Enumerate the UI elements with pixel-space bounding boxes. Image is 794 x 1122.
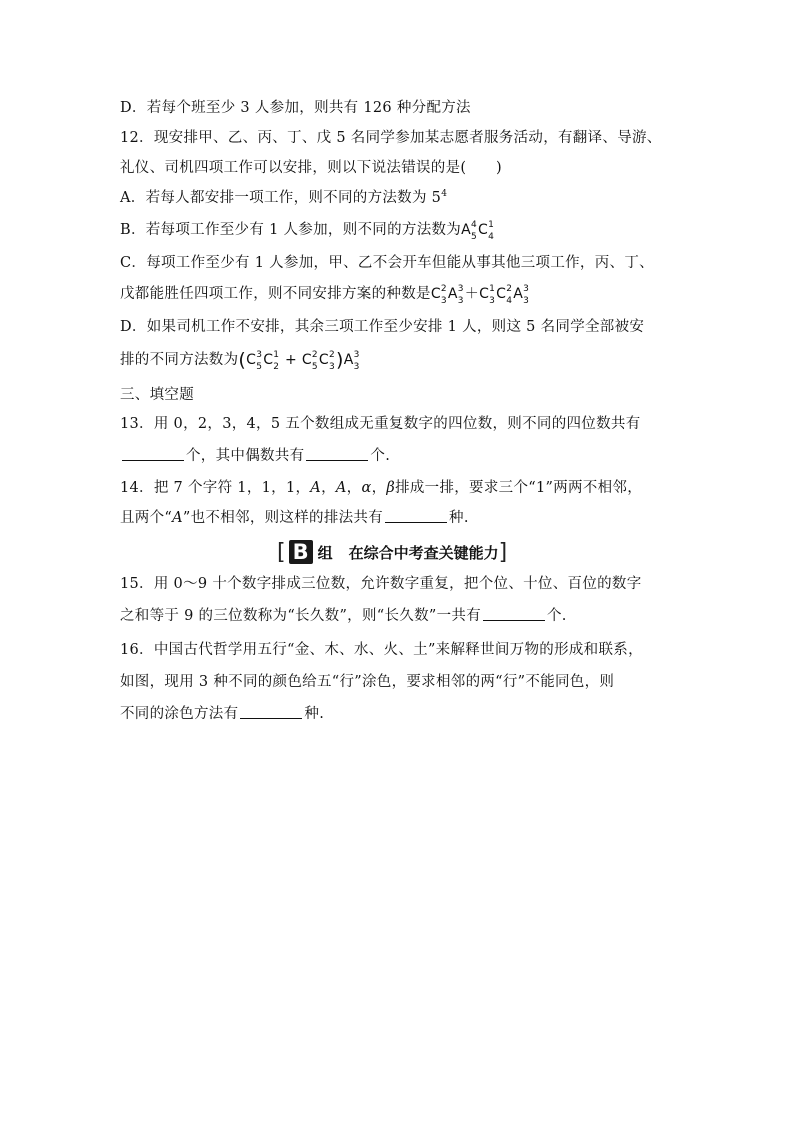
question-16-line1: 16．中国古代哲学用五行“金、木、水、火、土”来解释世间万物的形成和联系，: [120, 642, 643, 658]
option-a-q12: [120, 188, 447, 208]
option-d-q12-line1: D．如果司机工作不安排，其余三项工作至少安排 1 人，则这 5 名同学全部被安: [120, 319, 645, 335]
option-b-formula: A 4 5 C 1 4: [461, 220, 495, 242]
question-13-line2: 个，其中偶数共有 个.: [120, 446, 390, 466]
banner-group-label: 组: [317, 543, 333, 562]
question-13-line1: 13．用 0，2，3，4，5 五个数组成无重复数字的四位数，则不同的四位数共有: [120, 416, 641, 432]
option-a-text: A．若每人都安排一项工作，则不同的方法数为 5: [120, 190, 442, 206]
banner-close-bracket: ]: [498, 539, 508, 565]
banner-letter-badge: B: [289, 540, 313, 564]
option-a-exponent: 4: [441, 189, 448, 200]
option-b-text: B．若每项工作至少有 1 人参加，则不同的方法数为: [120, 222, 462, 238]
question-16-line3: 不同的涂色方法有 种.: [120, 706, 325, 722]
option-c-formula: C 2 3 A 3 3 ＋C 1 3 C 2 4 A 3 3: [430, 284, 530, 306]
option-d-q12-line2: [120, 350, 361, 370]
question-15-line2: 之和等于 9 的三位数称为“长久数”，则“长久数”一共有 个.: [120, 608, 567, 624]
banner-open-bracket: [: [277, 539, 286, 565]
question-16-line2: 如图，现用 3 种不同的颜色给五“行”涂色，要求相邻的两“行”不能同色，则: [120, 674, 615, 690]
option-b-q12: [120, 220, 495, 240]
question-14-line2: 且两个“A”也不相邻，则这样的排法共有 种.: [120, 510, 469, 526]
section-b-banner: [277, 539, 507, 565]
option-c-text: 戊都能胜任四项工作，则不同安排方案的种数是: [120, 286, 431, 302]
answer-blank[interactable]: [240, 704, 302, 719]
question-14-line1: 14．把 7 个字符 1，1，1，A，A，α，β排成一排，要求三个“1”两两不相邻，: [120, 480, 643, 496]
option-c-q12-line1: C．每项工作至少有 1 人参加，甲、乙不会开车但能从事其他三项工作，丙、丁、: [120, 255, 654, 271]
section-heading-fill-in: 三、填空题: [120, 387, 194, 403]
answer-blank[interactable]: [385, 508, 447, 523]
question-12-stem-line1: 12．现安排甲、乙、丙、丁、戊 5 名同学参加某志愿者服务活动，有翻译、导游、: [120, 130, 662, 146]
answer-blank[interactable]: [483, 606, 545, 621]
option-d-formula: (C 3 5 C 1 2 + C 2 5 C 2 3 )A 3 3: [238, 349, 360, 372]
question-15-line1: 15．用 0～9 十个数字排成三位数，允许数字重复，把个位、十位、百位的数字: [120, 576, 642, 592]
answer-blank[interactable]: [306, 446, 368, 461]
banner-title: 在综合中考查关键能力: [348, 543, 499, 562]
answer-blank[interactable]: [122, 446, 184, 461]
option-c-q12-line2: [120, 284, 530, 304]
option-d-text: 排的不同方法数为: [120, 352, 239, 368]
question-12-stem-line2: 礼仪、司机四项工作可以安排，则以下说法错误的是( ): [120, 160, 502, 176]
option-d-q11: D．若每个班至少 3 人参加，则共有 126 种分配方法: [120, 100, 471, 116]
